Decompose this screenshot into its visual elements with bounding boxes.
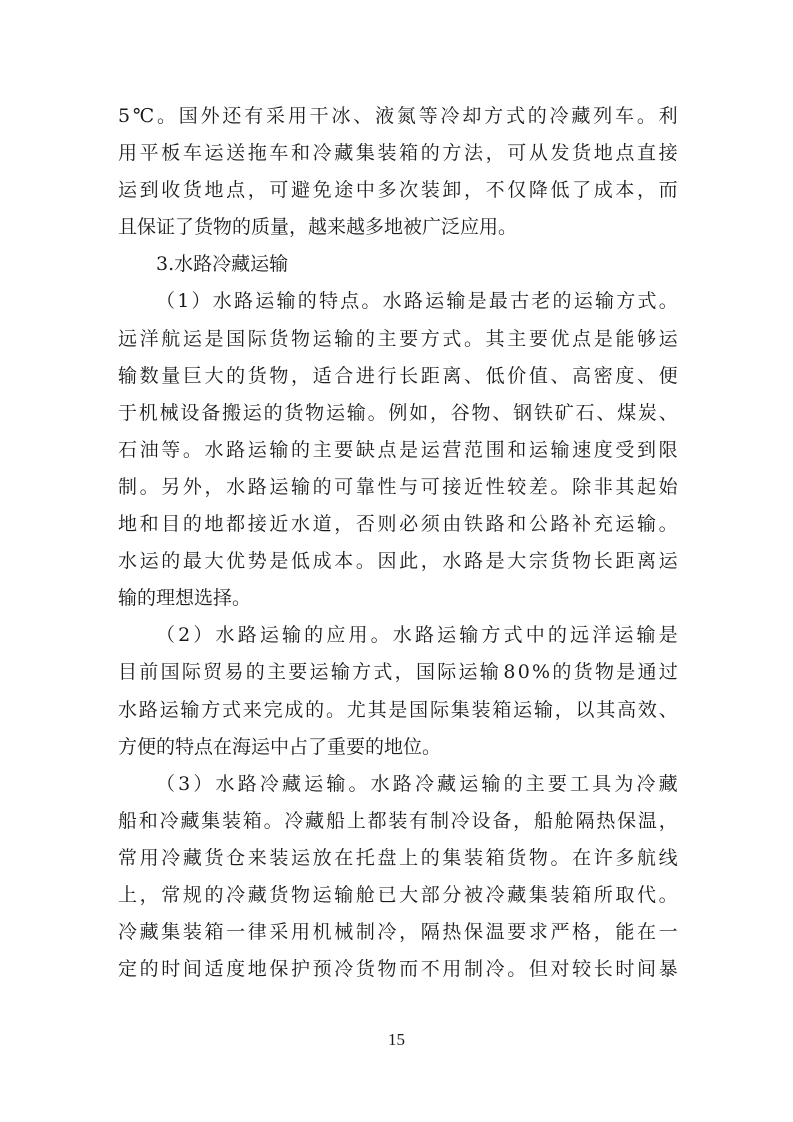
section-heading: 3.水路冷藏运输: [156, 253, 289, 276]
text-line: 船 和 冷 藏 集 装 箱 。 冷 藏 船 上 都 装 有 制 冷 设 备 ， 船 舱 隔 热 保 温 ，: [118, 809, 678, 832]
text-line: 冷 藏 集 装 箱 一 律 采 用 机 械 制 冷 ， 隔 热 保 温 要 求 严 格 ， 能 在 一: [118, 921, 678, 944]
text-line: （ 2 ） 水 路 运 输 的 应 用 。 水 路 运 输 方 式 中 的 远 洋 运 输 是: [156, 624, 678, 647]
text-line: 输 数 量 巨 大 的 货 物 ， 适 合 进 行 长 距 离 、 低 价 值 、 高 密 度 、 便: [118, 364, 678, 387]
text-line: 石 油 等 。 水 路 运 输 的 主 要 缺 点 是 运 营 范 围 和 运 输 速 度 受 到 限: [118, 438, 678, 461]
text-line: 目 前 国 际 贸 易 的 主 要 运 输 方 式 ， 国 际 运 输 8 0 % 的 货 物 是 通 过: [118, 661, 678, 684]
page-body: [118, 98, 678, 988]
text-line: 用 平 板 车 运 送 拖 车 和 冷 藏 集 装 箱 的 方 法 ， 可 从 发 货 地 点 直 接: [118, 142, 678, 165]
text-line: （ 1 ） 水 路 运 输 的 特 点 。 水 路 运 输 是 最 古 老 的 运 输 方 式 。: [156, 290, 678, 313]
text-line: 常 用 冷 藏 货 仓 来 装 运 放 在 托 盘 上 的 集 装 箱 货 物 。 在 许 多 航 线: [118, 846, 678, 869]
text-line: 水 路 运 输 方 式 来 完 成 的 。 尤 其 是 国 际 集 装 箱 运 输 ， 以 其 高 效 、: [118, 698, 678, 721]
text-line: 地 和 目 的 地 都 接 近 水 道 ， 否 则 必 须 由 铁 路 和 公 路 补 充 运 输 。: [118, 513, 678, 536]
text-line: 输的理想选择。: [118, 587, 252, 610]
text-line: 远 洋 航 运 是 国 际 货 物 运 输 的 主 要 方 式 。 其 主 要 优 点 是 能 够 运: [118, 327, 678, 350]
page-number: 15: [388, 1030, 405, 1049]
text-line: （ 3 ） 水 路 冷 藏 运 输 。 水 路 冷 藏 运 输 的 主 要 工 具 为 冷 藏: [156, 772, 678, 795]
text-line: 制 。 另 外 ， 水 路 运 输 的 可 靠 性 与 可 接 近 性 较 差 。 除 非 其 起 始: [118, 475, 678, 498]
text-line: 水 运 的 最 大 优 势 是 低 成 本 。 因 此 ， 水 路 是 大 宗 货 物 长 距 离 运: [118, 550, 678, 573]
text-line: 运 到 收 货 地 点 ， 可 避 免 途 中 多 次 装 卸 ， 不 仅 降 低 了 成 本 ， 而: [118, 179, 678, 202]
text-line: 且保证了货物的质量，越来越多地被广泛应用。: [118, 216, 518, 239]
text-line: 定 的 时 间 适 度 地 保 护 预 冷 货 物 而 不 用 制 冷 。 但 对 较 长 时 间 暴: [118, 958, 678, 981]
text-line: 方便的特点在海运中占了重要的地位。: [118, 735, 442, 758]
text-line: 上 ， 常 规 的 冷 藏 货 物 运 输 舱 已 大 部 分 被 冷 藏 集 装 箱 所 取 代 。: [118, 883, 678, 906]
text-line: 于 机 械 设 备 搬 运 的 货 物 运 输 。 例 如 ， 谷 物 、 钢 铁 矿 石 、 煤 炭 、: [118, 401, 678, 424]
text-line: 5 ℃ 。 国 外 还 有 采 用 干 冰 、 液 氮 等 冷 却 方 式 的 冷 藏 列 车 。 利: [118, 105, 678, 127]
